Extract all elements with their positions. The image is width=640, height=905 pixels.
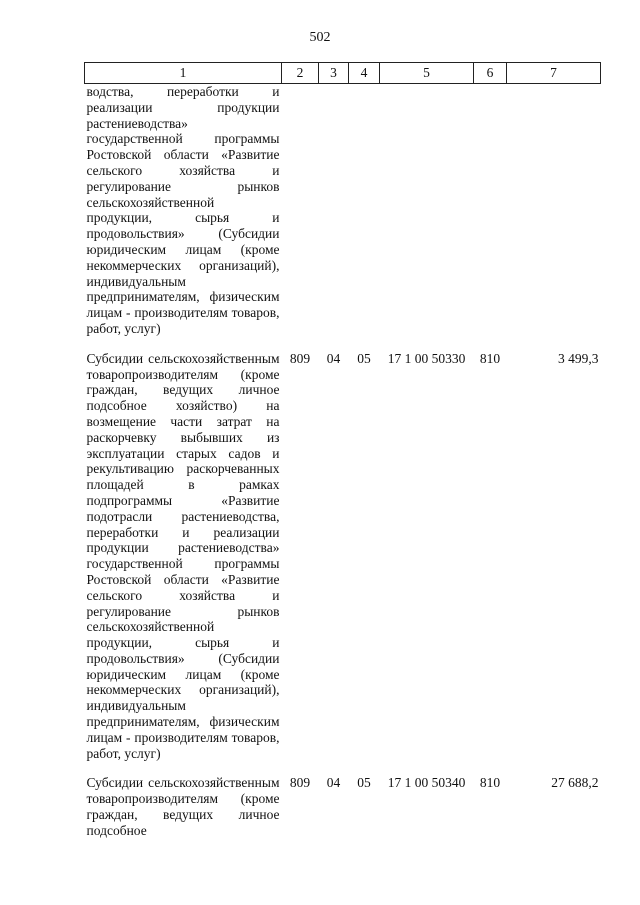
row-ministry: 809: [289, 350, 311, 366]
row-spacer: [85, 761, 601, 775]
column-header: 5: [380, 63, 474, 84]
column-header: 1: [85, 63, 282, 84]
column-header: 7: [507, 63, 601, 84]
header-row: [85, 63, 601, 84]
table-row: [85, 775, 601, 838]
row-section: 04: [326, 775, 341, 791]
column-header: 6: [474, 63, 507, 84]
row-target: [380, 84, 474, 337]
page-number: 502: [309, 30, 331, 45]
table-row: [85, 84, 601, 337]
row-target: 17 1 00 50330: [387, 350, 466, 366]
row-ministry: 809: [289, 775, 311, 791]
row-target: 17 1 00 50340: [387, 775, 466, 791]
row-description: Субсидии сельскохозяйственным товаропроизводителям (кроме граждан, ведущих личное подсобное хозяйство) на возмещение части затрат на раскорчевку выбывших из эксплуатации старых садов и рекультивацию раскорчеванных площадей в рамках подпрограммы «Развитие подотрасли растениеводства, переработки и реализации продукции растениеводства» государственной программы Ростовской области «Развитие сельского хозяйства и регулирование рынков сельскохозяйственной продукции, сырья и продовольствия» (Субсидии юридическим лицам (кроме некоммерческих организаций), индивидуальным предпринимателям, физическим лицам - производителям товаров, работ, услуг): [86, 350, 280, 761]
budget-table: [84, 62, 601, 839]
row-expense-type: 810: [479, 775, 501, 791]
row-subsection: 05: [357, 775, 371, 791]
row-description: Субсидии сельскохозяйственным товаропроизводителям (кроме граждан, ведущих личное подсобное: [86, 775, 280, 838]
table-row: [85, 351, 601, 762]
column-header: 3: [319, 63, 349, 84]
row-expense-type: [474, 84, 507, 337]
row-section: 04: [326, 350, 341, 366]
row-ministry: [282, 84, 319, 337]
row-subsection: 05: [357, 350, 371, 366]
row-subsection: [349, 84, 380, 337]
row-amount: [507, 84, 601, 337]
row-amount: 27 688,2: [551, 775, 599, 791]
row-expense-type: 810: [479, 350, 501, 366]
row-section: [319, 84, 349, 337]
row-amount: 3 499,3: [558, 350, 599, 366]
column-header: 2: [282, 63, 319, 84]
row-spacer: [85, 337, 601, 351]
row-description: водства, переработки и реализации продукции растениеводства» государственной программы Ростовской области «Развитие сельского хозяйства и регулирование рынков сельскохозяйственной продукции, сырья и продовольствия» (Субсидии юридическим лицам (кроме некоммерческих организаций), индивидуальным предпринимателям, физическим лицам - производителям товаров, работ, услуг): [86, 84, 280, 336]
column-header: 4: [349, 63, 380, 84]
